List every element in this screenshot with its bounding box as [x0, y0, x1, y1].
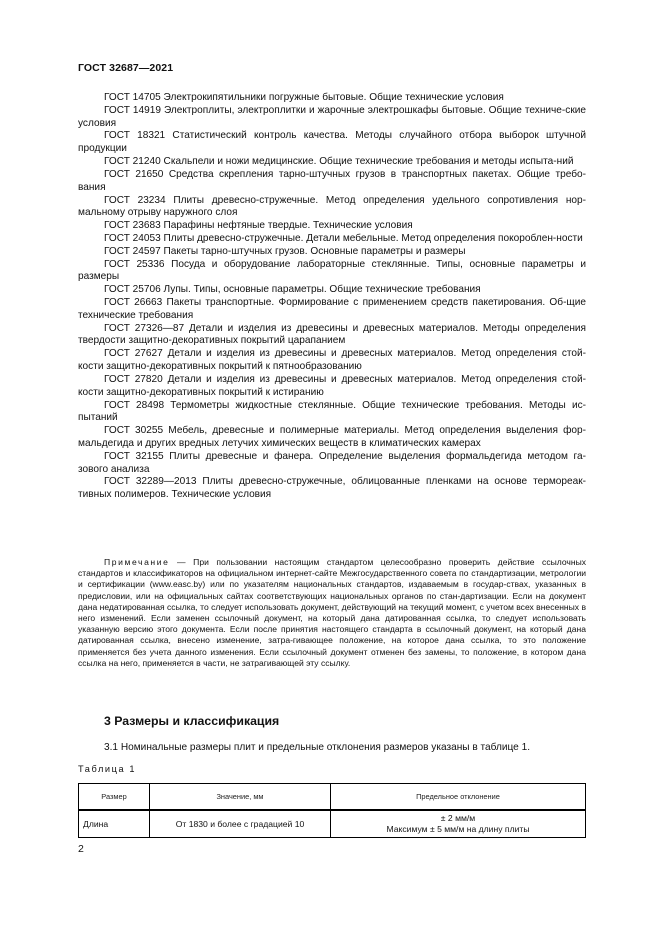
reference-item: ГОСТ 14705 Электрокипятильники погружные бытовые. Общие технические условия [104, 92, 504, 103]
reference-item: ГОСТ 21240 Скальпели и ножи медицинские. Общие технические требования и методы испыта-ний [104, 156, 574, 168]
page-number: 2 [78, 843, 84, 855]
column-header-size: Размер [79, 784, 150, 811]
reference-item: ГОСТ 27820 Детали и изделия из древесины и древесных материалов. Метод определения стой-кости защитно-декоративных покрытий к истиранию [78, 373, 586, 398]
note-label: Примечание [104, 557, 170, 567]
note-text: — При пользовании настоящим стандартом целесообразно проверить действие ссылочных стандартов и классификаторов на официальном интернет-сайте Межгосударственного совета по стандартизации, метрологии и сертификации (www.easc.by) или по указателям национальных стандартов, издаваемым в государ-ствах, указанных в предисловии, или на официальных сайтах соответствующих национальных органов по стан-дартизации. Если на документ дана недатированная ссылка, то следует использовать документ, действующий на текущий момент, с учетом всех внесенных в него изменений. Если заменен ссылочный документ, на который дана датированная ссылка, то следует использовать указанную версию этого документа. Если после принятия настоящего стандарта в ссылочный документ, на который дана датированная ссылка, внесено изменение, затра-гивающее положение, на которое дана ссылка, то это положение применяется без учета данного изменения. Если ссылочный документ отменен без замены, то положение, в котором дана ссылка на него, применяется в части, не затрагивающей эту ссылку. [78, 557, 586, 668]
reference-item: ГОСТ 25336 Посуда и оборудование лабораторные стеклянные. Типы, основные параметры и размеры [78, 258, 586, 283]
dimensions-table [78, 783, 586, 838]
table-row [79, 810, 586, 838]
section-heading: 3 Размеры и классификация [104, 714, 280, 728]
column-header-deviation: Предельное отклонение [331, 784, 586, 811]
normative-references-list [78, 92, 586, 502]
reference-item: ГОСТ 24597 Пакеты тарно-штучных грузов. Основные параметры и размеры [104, 245, 466, 257]
reference-item: ГОСТ 24053 Плиты древесно-стружечные. Детали мебельные. Метод определения покороблен-ности [104, 232, 583, 244]
reference-item: ГОСТ 23683 Парафины нефтяные твердые. Технические условия [104, 220, 413, 232]
table-caption: Таблица 1 [78, 764, 137, 774]
reference-item: ГОСТ 14919 Электроплиты, электроплитки и жарочные электрошкафы бытовые. Общие техниче-ские условия [78, 104, 586, 129]
reference-item: ГОСТ 27627 Детали и изделия из древесины и древесных материалов. Метод определения стой-кости защитно-декоративных покрытий к пятнообразованию [78, 348, 586, 373]
reference-item: ГОСТ 27326—87 Детали и изделия из древесины и древесных материалов. Методы определения твердости защитно-декоративных покрытий царапанием [78, 322, 586, 347]
deviation-line: Максимум ± 5 мм/м на длину плиты [386, 824, 530, 834]
deviation-line: ± 2 мм/м [440, 813, 476, 823]
document-header: ГОСТ 32687—2021 [78, 62, 174, 74]
reference-item: ГОСТ 32155 Плиты древесные и фанера. Определение выделения формальдегида методом га-зового анализа [78, 450, 586, 475]
table-header-row [79, 784, 586, 811]
cell-size: Длина [79, 810, 150, 838]
note-block [78, 557, 586, 669]
cell-deviation [331, 810, 586, 838]
column-header-value: Значение, мм [150, 784, 331, 811]
reference-item: ГОСТ 23234 Плиты древесно-стружечные. Метод определения удельного сопротивления нор-мальному отрыву наружного слоя [78, 194, 586, 219]
reference-item: ГОСТ 26663 Пакеты транспортные. Формирование с применением средств пакетирования. Об-щие технические требования [78, 297, 586, 321]
reference-item: ГОСТ 25706 Лупы. Типы, основные параметры. Общие технические требования [104, 284, 481, 296]
reference-item: ГОСТ 30255 Мебель, древесные и полимерные материалы. Метод определения выделения фор-мальдегида и других вредных летучих химических веществ в климатических камерах [78, 425, 586, 449]
section-paragraph: 3.1 Номинальные размеры плит и предельные отклонения размеров указаны в таблице 1. [104, 742, 530, 753]
cell-value: От 1830 и более с градацией 10 [150, 810, 331, 838]
reference-item: ГОСТ 18321 Статистический контроль качества. Методы случайного отбора выборок штучной продукции [78, 130, 586, 155]
reference-item: ГОСТ 21650 Средства скрепления тарно-штучных грузов в транспортных пакетах. Общие требо-вания [78, 168, 586, 193]
reference-item: ГОСТ 28498 Термометры жидкостные стеклянные. Общие технические требования. Методы ис-пытаний [78, 399, 586, 424]
reference-item: ГОСТ 32289—2013 Плиты древесно-стружечные, облицованные пленками на основе термореак-тивных полимеров. Технические условия [78, 476, 586, 501]
